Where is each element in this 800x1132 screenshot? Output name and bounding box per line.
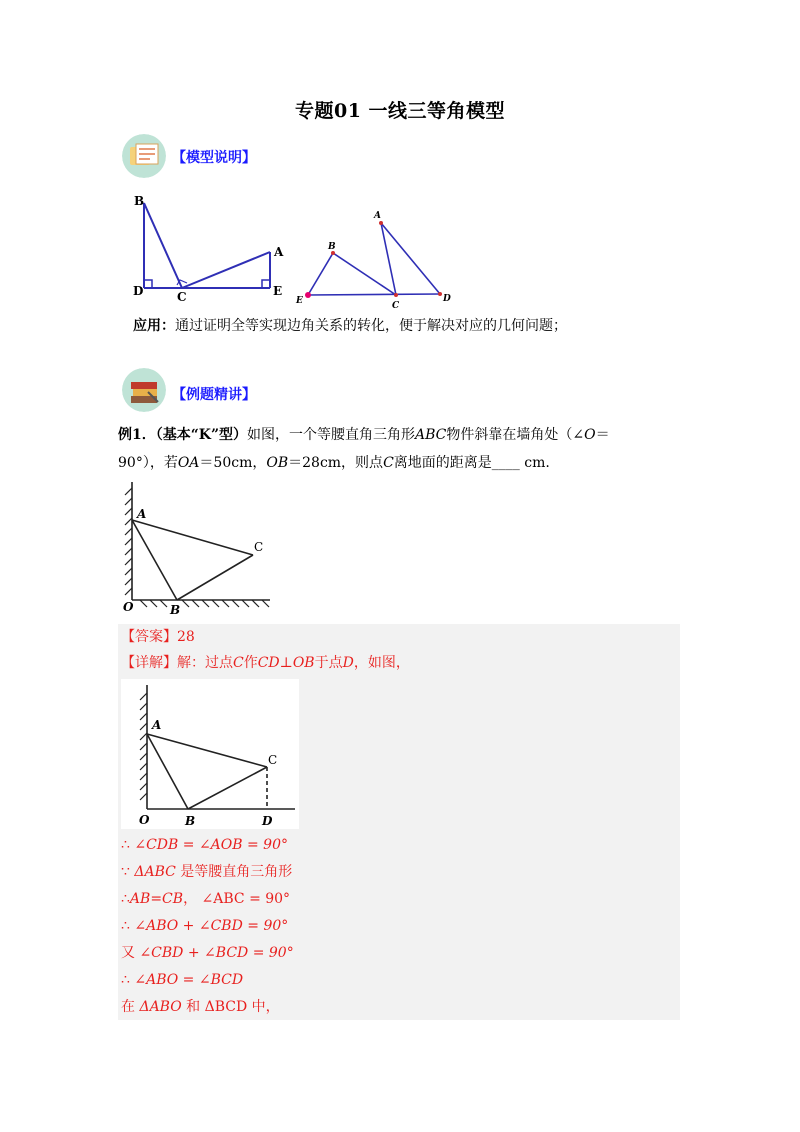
math-oa: OA [177, 455, 200, 471]
label-B: B [328, 242, 336, 252]
example-1-line1 [118, 421, 683, 449]
label-A: A [274, 245, 284, 259]
math-abc: ABC [415, 427, 447, 443]
example-text: ＝50cm， [199, 455, 267, 471]
math-c: C [233, 655, 244, 671]
step-prefix: ∴ [121, 891, 130, 907]
answer-value: 28 [177, 629, 195, 645]
step-math: ∠ABO + ∠CBD = 90° [134, 918, 289, 934]
section-examples-label: 【例题精讲】 [172, 387, 256, 403]
math-d: D [342, 655, 354, 671]
step-suffix: 是等腰直角三角形 [175, 864, 293, 880]
step-math: ΔABO [139, 999, 182, 1015]
section-model-label: 【模型说明】 [172, 150, 256, 166]
example-text: 物件斜靠在墙角处（∠ [446, 427, 585, 443]
label-D: D [133, 284, 144, 298]
example-1-question [118, 421, 683, 477]
example-text: ＝28cm，则点 [288, 455, 384, 471]
example-text: ＝ [595, 427, 610, 443]
answer-line [121, 624, 195, 650]
step-prefix: ∴ [121, 918, 135, 934]
label-B: B [170, 603, 181, 617]
books-icon [122, 368, 166, 412]
answer-label: 【答案】 [121, 629, 177, 645]
perp-symbol: ⊥ [279, 655, 293, 671]
proof-step [121, 832, 294, 859]
proof-step [121, 967, 294, 994]
proof-step [121, 859, 294, 886]
math-cd: CD [257, 655, 280, 671]
detail-text: 解：过点 [177, 655, 233, 671]
proof-step [121, 886, 294, 913]
detail-label: 【详解】 [121, 655, 177, 671]
proof-step [121, 940, 294, 967]
step-math: ∠CBD + ∠BCD = 90° [139, 945, 294, 961]
step-prefix: ∴ [121, 972, 135, 988]
math-o: O [584, 427, 596, 443]
figure-wall-corner [120, 478, 280, 618]
proof-step [121, 994, 294, 1021]
math-ob: OB [266, 455, 289, 471]
label-D: D [262, 814, 273, 828]
detail-line [121, 650, 410, 676]
label-C: C [268, 753, 278, 767]
label-B: B [134, 195, 145, 208]
label-E: E [273, 284, 283, 298]
step-math: ∠CDB = ∠AOB = 90° [134, 837, 288, 853]
label-D: D [443, 294, 451, 304]
step-math: ΔABC [134, 864, 176, 880]
label-O: O [123, 600, 134, 614]
figure-wall-corner-with-cd [121, 679, 299, 829]
math-c: C [383, 455, 394, 471]
figure-k-model-right-angle [130, 195, 290, 305]
step-prefix: ∵ [121, 864, 135, 880]
proof-step [121, 913, 294, 940]
label-C: C [254, 540, 264, 554]
application-line [133, 312, 567, 340]
application-label: 应用： [133, 318, 175, 334]
application-text: 通过证明全等实现边角关系的转化，便于解决对应的几何问题； [175, 318, 567, 334]
example-text: 离地面的距离是____ cm. [393, 455, 550, 471]
label-A: A [374, 211, 381, 221]
step-suffix: ， ∠ABC = 90° [183, 891, 291, 907]
step-math: AB=CB [129, 891, 184, 907]
label-C: C [177, 290, 187, 304]
figure-k-model-general [290, 205, 460, 315]
folder-icon [122, 134, 166, 178]
example-text: 如图，一个等腰直角三角形 [247, 427, 416, 443]
label-C: C [392, 301, 400, 311]
label-A: A [152, 718, 162, 732]
detail-text: ，如图， [353, 655, 410, 671]
example-1-line2 [118, 449, 683, 477]
label-A: A [137, 507, 147, 521]
label-B: B [185, 814, 196, 828]
page-title: 专题01 一线三等角模型 [294, 100, 506, 122]
step-prefix: 在 [121, 999, 140, 1015]
detail-text: 作 [243, 655, 258, 671]
example-1-label: 例1．（基本“K”型） [118, 427, 248, 443]
step-math: ∠ABO = ∠BCD [134, 972, 244, 988]
math-ob: OB [292, 655, 315, 671]
detail-text: 于点 [314, 655, 343, 671]
section-examples-header [122, 368, 166, 416]
section-model-header [122, 134, 166, 182]
step-prefix: ∴ [121, 837, 135, 853]
proof-steps [121, 832, 294, 1021]
step-prefix: 又 [121, 945, 140, 961]
label-E: E [296, 296, 303, 306]
example-text: 90°），若 [118, 455, 178, 471]
step-suffix: 和 ΔBCD 中， [181, 999, 280, 1015]
label-O: O [139, 813, 150, 827]
